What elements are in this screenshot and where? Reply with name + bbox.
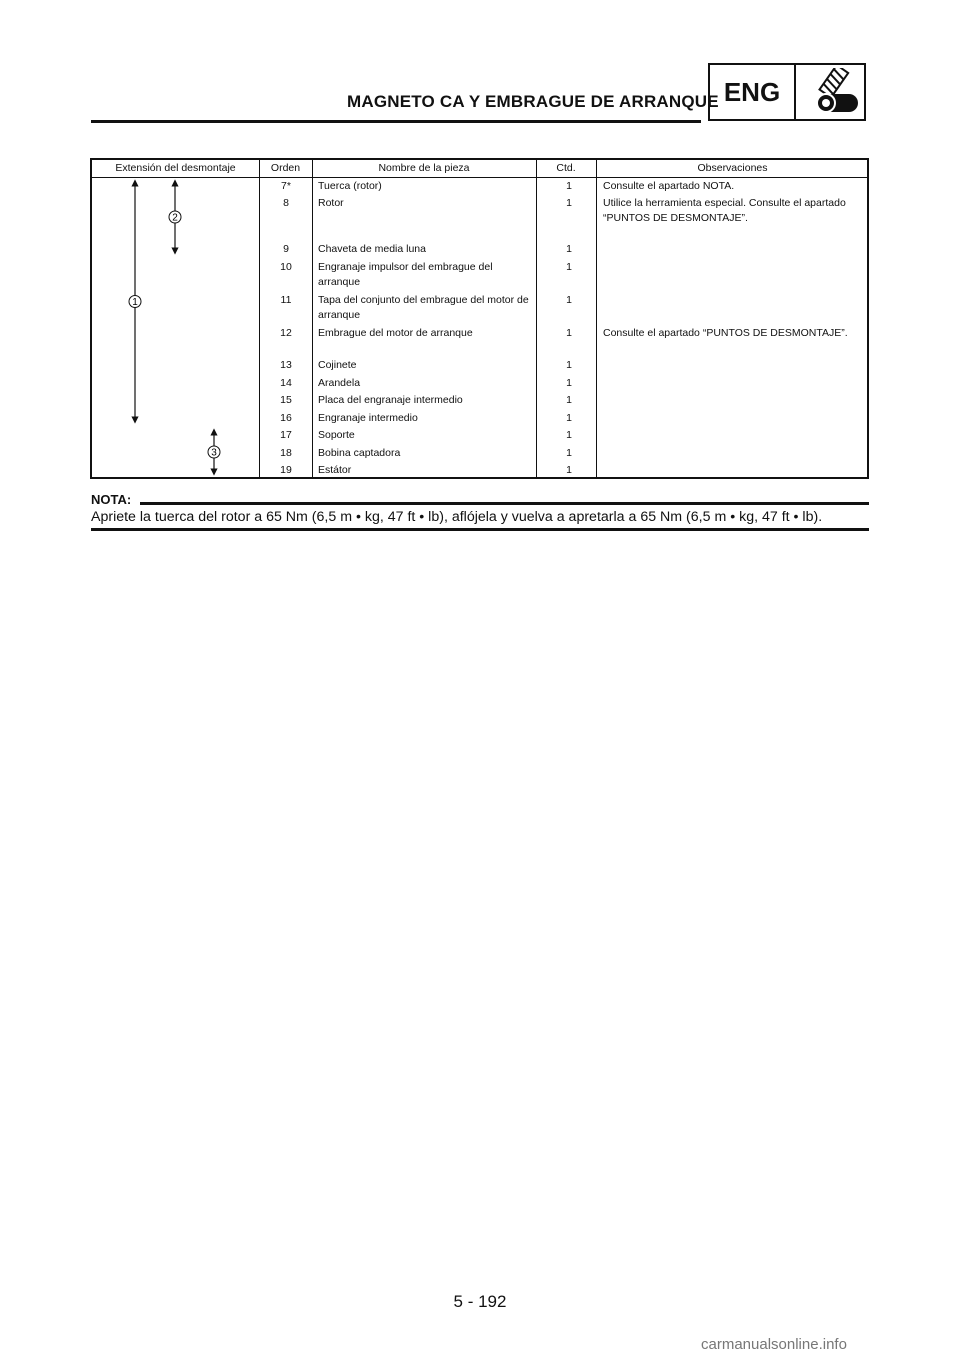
part-qty: 1 [566, 294, 572, 306]
extent-label-2: 2 [172, 212, 178, 224]
part-order: 7* [281, 180, 291, 192]
table-header [92, 160, 867, 178]
part-name: Soporte [318, 429, 355, 441]
parts-table [90, 158, 869, 479]
part-observations: Consulte el apartado NOTA. [603, 180, 735, 192]
col-header-order: Orden [270, 162, 301, 174]
part-qty: 1 [566, 412, 572, 424]
col-header-observations: Observaciones [697, 162, 768, 174]
part-order: 15 [280, 394, 292, 406]
note-label: NOTA: [91, 492, 132, 507]
part-qty: 1 [566, 327, 572, 339]
part-order: 16 [280, 412, 292, 424]
part-name: Embrague del motor de arranque [318, 327, 473, 339]
part-qty: 1 [566, 447, 572, 459]
extent-label-1: 1 [132, 297, 138, 308]
page-number: 5 - 192 [453, 1292, 507, 1311]
part-order: 13 [280, 359, 292, 371]
part-qty: 1 [566, 377, 572, 389]
part-qty: 1 [566, 394, 572, 406]
extent-label-3: 3 [211, 447, 217, 459]
col-divider [596, 160, 597, 477]
part-qty: 1 [566, 359, 572, 371]
part-order: 8 [283, 197, 289, 209]
part-qty: 1 [566, 464, 572, 476]
section-badge [708, 63, 866, 121]
part-order: 10 [280, 261, 292, 273]
part-name: Rotor [318, 197, 344, 209]
col-divider [536, 160, 537, 477]
part-name: Bobina captadora [318, 447, 401, 459]
part-name: Tuerca (rotor) [318, 180, 382, 192]
part-order: 19 [280, 464, 292, 476]
part-order: 11 [280, 294, 292, 306]
part-observations: Consulte el apartado “PUNTOS DE DESMONTAJE”. [603, 327, 848, 339]
col-header-name: Nombre de la pieza [378, 162, 470, 174]
part-name: Arandela [318, 377, 361, 389]
part-qty: 1 [566, 261, 572, 273]
watermark: carmanualsonline.info [701, 1336, 847, 1353]
col-header-extent: Extensión del desmontaje [115, 162, 236, 174]
part-name: Engranaje intermedio [318, 412, 418, 424]
section-badge-label: ENG [710, 65, 796, 119]
col-divider [312, 160, 313, 477]
note-text: Apriete la tuerca del rotor a 65 Nm (6,5 m • kg, 47 ft • lb), aflójela y vuelva a apretarla a 65 Nm (6,5 m • kg, 47 ft • lb). [91, 509, 823, 525]
part-order: 12 [280, 327, 292, 339]
part-qty: 1 [566, 243, 572, 255]
note-rule [91, 528, 869, 531]
page-title: MAGNETO CA Y EMBRAGUE DE ARRANQUE [347, 92, 719, 111]
part-qty: 1 [566, 429, 572, 441]
col-header-qty: Ctd. [556, 162, 576, 174]
part-observations: Utilice la herramienta especial. Consulte el apartado “PUNTOS DE DESMONTAJE”. [603, 197, 846, 224]
disassembly-extent-diagram [92, 177, 259, 479]
part-order: 9 [283, 243, 289, 255]
header-rule [91, 120, 701, 123]
engine-icon [796, 65, 864, 119]
part-order: 17 [280, 429, 292, 441]
part-name: Chaveta de media luna [318, 243, 426, 255]
part-order: 18 [280, 447, 292, 459]
part-qty: 1 [566, 180, 572, 192]
part-name: Engranaje impulsor del embrague del arranque [318, 261, 493, 288]
part-order: 14 [280, 377, 292, 389]
part-name: Estátor [318, 464, 352, 476]
part-name: Cojinete [318, 359, 357, 371]
part-qty: 1 [566, 197, 572, 209]
note-rule [140, 502, 869, 505]
part-name: Placa del engranaje intermedio [318, 394, 463, 406]
part-name: Tapa del conjunto del embrague del motor de arranque [318, 294, 529, 321]
